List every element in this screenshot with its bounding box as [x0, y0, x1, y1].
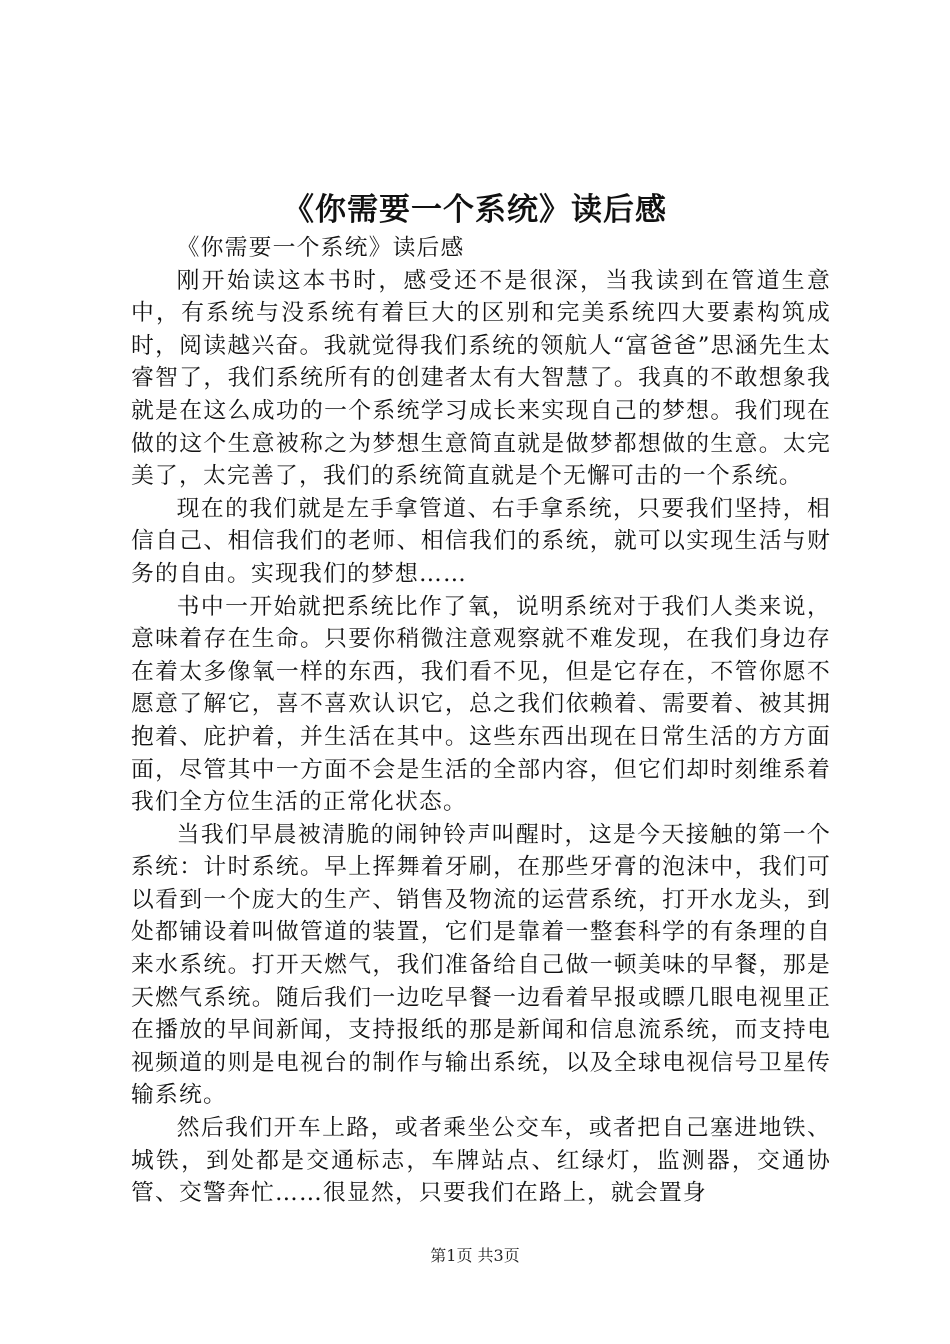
paragraph: 《你需要一个系统》读后感 [176, 235, 465, 261]
paragraph: 然后我们开车上路，或者乘坐公交车，或者把自己塞进地铁、城铁，到处都是交通标志，车牌站点、红绿灯，监测器，交通协管、交警奔忙……很显然，只要我们在路上，就会置身 [131, 1115, 831, 1207]
paragraph: 现在的我们就是左手拿管道、右手拿系统，只要我们坚持，相信自己、相信我们的老师、相信我们的系统，就可以实现生活与财务的自由。实现我们的梦想…… [131, 495, 831, 587]
page-footer: 第1页 共3页 [430, 1246, 520, 1265]
paragraph: 刚开始读这本书时，感受还不是很深，当我读到在管道生意中，有系统与没系统有着巨大的区别和完美系统四大要素构筑成时，阅读越兴奋。我就觉得我们系统的领航人“富爸爸”思涵先生太睿智了，我们系统所有的创建者太有大智慧了。我真的不敢想象我就是在这么成功的一个系统学习成长来实现自己的梦想。我们现在做的这个生意被称之为梦想生意简直就是做梦都想做的生意。太完美了，太完善了，我们的系统简直就是个无懈可击的一个系统。 [131, 267, 831, 490]
paragraph: 当我们早晨被清脆的闹钟铃声叫醒时，这是今天接触的第一个系统：计时系统。早上挥舞着牙刷，在那些牙膏的泡沫中，我们可以看到一个庞大的生产、销售及物流的运营系统，打开水龙头，到处都铺设着叫做管道的装置，它们是靠着一整套科学的有条理的自来水系统。打开天燃气，我们准备给自己做一顿美味的早餐，那是天燃气系统。随后我们一边吃早餐一边看着早报或瞟几眼电视里正在播放的早间新闻，支持报纸的那是新闻和信息流系统，而支持电视频道的则是电视台的制作与输出系统，以及全球电视信号卫星传输系统。 [131, 821, 831, 1109]
document-title: 《你需要一个系统》读后感 [283, 192, 667, 228]
document-body [131, 232, 831, 1210]
paragraph: 书中一开始就把系统比作了氧，说明系统对于我们人类来说，意味着存在生命。只要你稍微注意观察就不难发现，在我们身边存在着太多像氧一样的东西，我们看不见，但是它存在，不管你愿不愿意了解它，喜不喜欢认识它，总之我们依赖着、需要着、被其拥抱着、庇护着，并生活在其中。这些东西出现在日常生活的方方面面，尽管其中一方面不会是生活的全部内容，但它们却时刻维系着我们全方位生活的正常化状态。 [131, 593, 831, 816]
